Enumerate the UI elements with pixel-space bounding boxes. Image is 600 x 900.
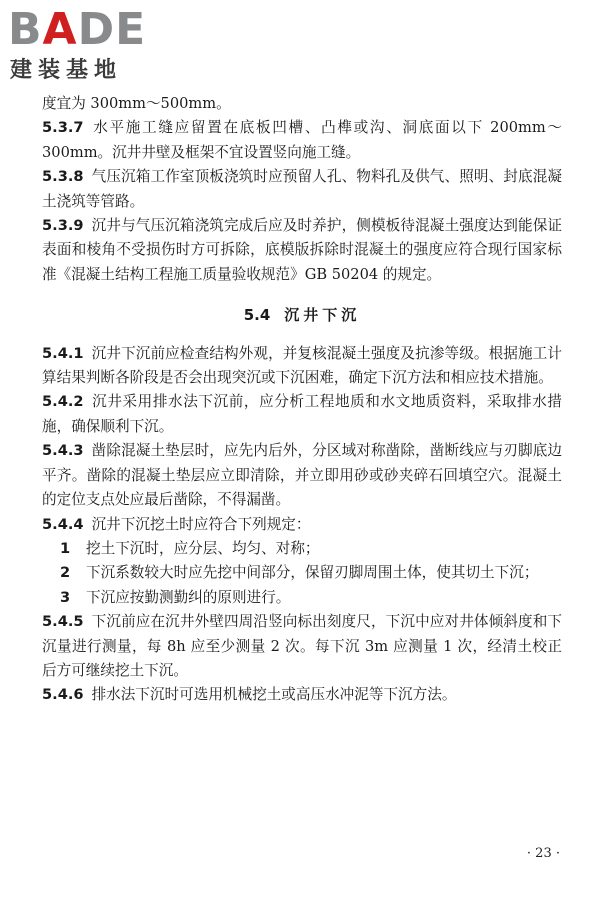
clause-5-4-4: 5.4.4 沉井下沉挖土时应符合下列规定：: [42, 515, 311, 533]
bade-logo: [8, 6, 183, 90]
clause-5-4-6: 5.4.6 排水法下沉时可选用机械挖土或高压水冲泥等下沉方法。: [42, 686, 457, 704]
logo-wordmark: BADE: [8, 4, 147, 55]
section-heading: 5.4 沉井下沉: [243, 306, 361, 325]
clause-5-3-9: 5.3.9 沉井与气压沉箱浇筑完成后应及时养护，侧模板待混凝土强度达到能保证表面和棱角不受损伤时方可拆除，底模版拆除时混凝土的强度应符合现行国家标准《混凝土结构工程施工质量验收规范》GB 50204 的规定。: [42, 217, 562, 283]
logo-subtitle: 建装基地: [10, 58, 123, 83]
clause-5-4-5: 5.4.5 下沉前应在沉井外壁四周沿竖向标出刻度尺，下沉中应对井体倾斜度和下沉量进行测量，每 8h 应至少测量 2 次。每下沉 3m 应测量 1 次，经清土校正后方可继续挖土下沉。: [42, 613, 562, 679]
list-item: 3 下沉应按勤测勤纠的原则进行。: [60, 588, 291, 606]
clause-5-4-3: 5.4.3 凿除混凝土垫层时，应先内后外，分区域对称凿除，凿断线应与刃脚底边平齐。凿除的混凝土垫层应立即清除，并立即用砂或砂夹碎石回填空穴。混凝土的定位支点处应最后凿除，不得漏凿。: [42, 442, 562, 509]
continued-paragraph: 度宜为 300mm～500mm。: [42, 95, 231, 112]
clause-5-4-1: 5.4.1 沉井下沉前应检查结构外观，并复核混凝土强度及抗渗等级。根据施工计算结果判断各阶段是否会出现突沉或下沉困难，确定下沉方法和相应技术措施。: [42, 344, 562, 387]
list-item: 1 挖土下沉时，应分层、均匀、对称；: [60, 539, 320, 557]
list-item: 2 下沉系数较大时应先挖中间部分，保留刃脚周围土体，使其切土下沉；: [60, 564, 539, 582]
clause-5-3-7: 5.3.7 水平施工缝应留置在底板凹槽、凸榫或沟、洞底面以下 200mm～300mm。沉井井壁及框架不宜设置竖向施工缝。: [42, 119, 562, 161]
clause-5-3-8: 5.3.8 气压沉箱工作室顶板浇筑时应预留人孔、物料孔及供气、照明、封底混凝土浇筑等管路。: [42, 168, 562, 210]
page-number: · 23 ·: [526, 846, 560, 861]
clause-5-4-2: 5.4.2 沉井采用排水法下沉前，应分析工程地质和水文地质资料，采取排水措施，确保顺利下沉。: [42, 393, 562, 435]
document-body: [42, 92, 562, 708]
